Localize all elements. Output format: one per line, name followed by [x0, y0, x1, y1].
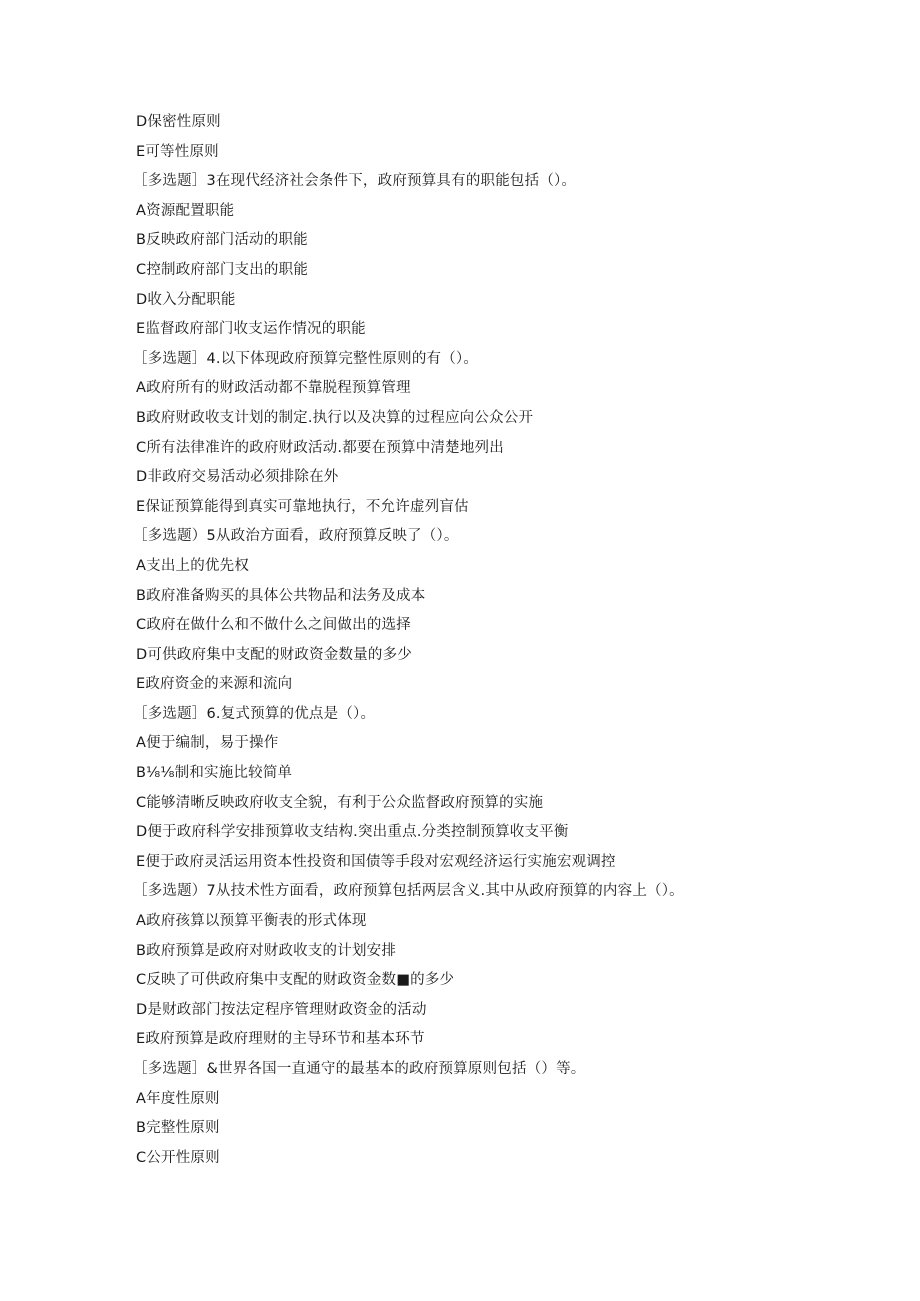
option-line: E政府资金的来源和流向	[136, 676, 293, 693]
option-line: A资源配置职能	[136, 202, 235, 219]
option-line: D可供政府集中支配的财政资金数量的多少	[136, 646, 412, 663]
option-line: B⅛⅛制和实施比较简单	[136, 765, 293, 782]
option-line: C所有法律准许的政府财政活动.都要在预算中清楚地列出	[136, 439, 504, 456]
question-line: ［多选题］4.以下体现政府预算完整性原则的有（）。	[133, 350, 479, 367]
option-line: E便于政府灵活运用资本性投资和国债等手段对宏观经济运行实施宏观调控	[136, 853, 616, 870]
option-line: E监督政府部门收支运作情况的职能	[136, 321, 366, 338]
option-line: B反映政府部门活动的职能	[136, 232, 308, 249]
question-line: ［多选题）7从技术性方面看，政府预算包括两层含义.其中从政府预算的内容上（）。	[133, 883, 684, 900]
option-line: B政府准备购买的具体公共物品和法务及成本	[136, 587, 426, 604]
option-line: C控制政府部门支出的职能	[136, 261, 309, 278]
option-line: A便于编制，易于操作	[136, 735, 279, 752]
option-line: A政府所有的财政活动都不靠脱程预算管理	[136, 380, 411, 397]
option-line: E可等性原则	[136, 143, 219, 160]
option-line: C反映了可供政府集中支配的财政资金数■的多少	[136, 972, 455, 989]
question-line: ［多选题］3在现代经济社会条件下，政府预算具有的职能包括（）。	[133, 173, 577, 190]
option-line: B完整性原则	[136, 1120, 220, 1137]
option-line: C公开性原则	[136, 1149, 220, 1166]
document-body	[133, 108, 836, 1173]
option-line: B政府财政收支计划的制定.执行以及决算的过程应向公众公开	[136, 409, 534, 426]
option-line: D非政府交易活动必须排除在外	[136, 469, 339, 486]
option-line: A支出上的优先权	[136, 557, 250, 574]
question-line: ［多选题］&世界各国一直通守的最基本的政府预算原则包括（）等。	[133, 1061, 586, 1077]
option-line: D保密性原则	[136, 114, 221, 130]
option-line: E保证预算能得到真实可靠地执行，不允许虚列盲估	[136, 498, 469, 515]
option-line: C能够清晰反映政府收支全貌，有利于公众监督政府预算的实施	[136, 794, 544, 811]
question-line: ［多选题）5从政治方面看，政府预算反映了（）。	[133, 528, 459, 545]
option-line: A政府孩算以预算平衡表的形式体现	[136, 913, 367, 930]
option-line: A年度性原则	[136, 1090, 220, 1107]
option-line: D收入分配职能	[136, 291, 236, 308]
option-line: D是财政部门按法定程序管理财政资金的活动	[136, 1001, 427, 1018]
option-line: E政府预算是政府理财的主导环节和基本环节	[136, 1031, 425, 1048]
question-line: ［多选题］6.复式预算的优点是（）。	[133, 705, 376, 722]
option-line: D便于政府科学安排预算收支结构.突出重点.分类控制预算收支平衡	[136, 824, 569, 841]
option-line: B政府预算是政府对财政收支的计划安排	[136, 942, 397, 959]
option-line: C政府在做什么和不做什么之间做出的选择	[136, 617, 411, 634]
